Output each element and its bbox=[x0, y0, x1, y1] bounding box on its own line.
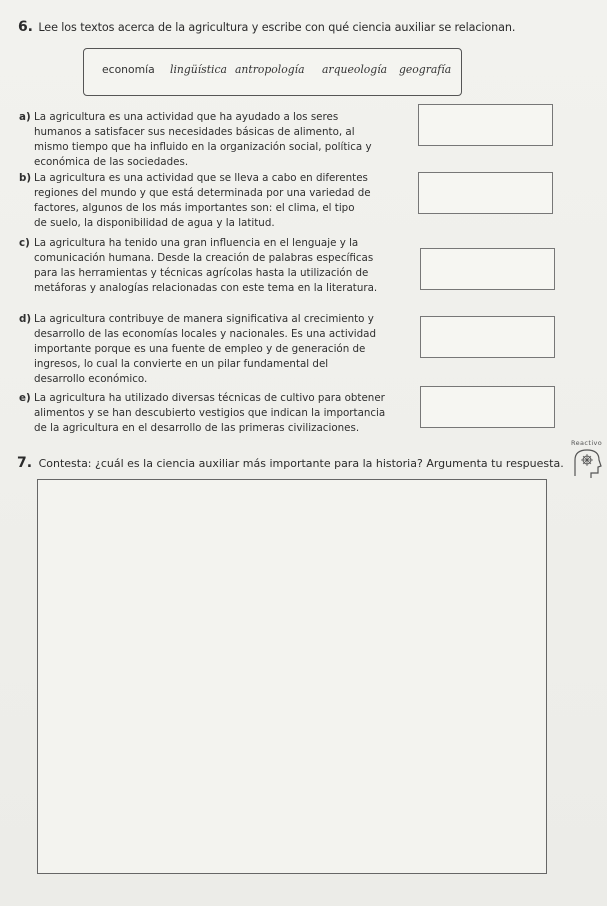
answer-box-e[interactable] bbox=[420, 386, 555, 428]
question-6-instruction: Lee los textos acerca de la agricultura y escribe con qué ciencia auxiliar se relacionan. bbox=[38, 21, 516, 34]
item-a-text bbox=[19, 110, 404, 170]
item-e-text bbox=[19, 391, 404, 436]
item-line: La agricultura ha tenido una gran influencia en el lenguaje y la bbox=[34, 237, 359, 249]
question-7-heading bbox=[17, 455, 564, 471]
question-6-number: 6. bbox=[18, 19, 33, 35]
item-line: importante porque es una fuente de empleo y de generación de bbox=[34, 343, 366, 355]
item-c-text bbox=[19, 236, 404, 296]
item-line: metáforas y analogías relacionadas con este tema en la literatura. bbox=[34, 282, 378, 294]
answer-box-d[interactable] bbox=[420, 316, 555, 358]
word-bank-item: arqueología bbox=[322, 63, 388, 76]
item-line: desarrollo económico. bbox=[34, 373, 148, 385]
item-line: de suelo, la disponibilidad de agua y la latitud. bbox=[34, 217, 275, 229]
question-6-heading bbox=[18, 19, 515, 35]
reactivo-head-icon bbox=[569, 446, 605, 482]
item-letter: b) bbox=[19, 172, 32, 184]
answer-box-b[interactable] bbox=[418, 172, 553, 214]
item-line: La agricultura es una actividad que ha ayudado a los seres bbox=[34, 111, 339, 123]
item-letter: a) bbox=[19, 111, 31, 123]
item-line: La agricultura es una actividad que se lleva a cabo en diferentes bbox=[34, 172, 368, 184]
item-line: comunicación humana. Desde la creación de palabras específicas bbox=[34, 252, 374, 264]
item-line: ingresos, lo cual la convierte en un pilar fundamental del bbox=[34, 358, 329, 370]
answer-box-a[interactable] bbox=[418, 104, 553, 146]
item-line: regiones del mundo y que está determinada por una variedad de bbox=[34, 187, 371, 199]
item-line: mismo tiempo que ha influido en la organización social, política y bbox=[34, 141, 372, 153]
item-line: factores, algunos de los más importantes son: el clima, el tipo bbox=[34, 202, 355, 214]
question-7-number: 7. bbox=[17, 455, 33, 471]
item-line: alimentos y se han descubierto vestigios que indican la importancia bbox=[34, 407, 386, 419]
item-letter: c) bbox=[19, 237, 30, 249]
item-line: de la agricultura en el desarrollo de las primeras civilizaciones. bbox=[34, 422, 360, 434]
item-line: para las herramientas y técnicas agrícolas hasta la utilización de bbox=[34, 267, 369, 279]
item-line: económica de las sociedades. bbox=[34, 156, 189, 168]
word-bank-item: antropología bbox=[235, 63, 305, 76]
item-d-text bbox=[19, 312, 404, 387]
item-line: humanos a satisfacer sus necesidades básicas de alimento, al bbox=[34, 126, 355, 138]
item-line: La agricultura contribuye de manera significativa al crecimiento y bbox=[34, 313, 374, 325]
answer-box-c[interactable] bbox=[420, 248, 555, 290]
item-line: desarrollo de las economías locales y nacionales. Es una actividad bbox=[34, 328, 377, 340]
word-bank-item: economía bbox=[102, 63, 155, 76]
word-bank-item: lingüística bbox=[170, 63, 227, 76]
item-letter: d) bbox=[19, 313, 32, 325]
word-bank-item: geografía bbox=[399, 63, 452, 76]
item-b-text bbox=[19, 171, 404, 231]
item-letter: e) bbox=[19, 392, 31, 404]
answer-box-question-7[interactable] bbox=[37, 479, 547, 874]
word-bank bbox=[83, 48, 462, 96]
emblem-label: Reactivo bbox=[571, 439, 603, 447]
item-line: La agricultura ha utilizado diversas técnicas de cultivo para obtener bbox=[34, 392, 385, 404]
question-7-instruction: Contesta: ¿cuál es la ciencia auxiliar más importante para la historia? Argumenta tu respuesta. bbox=[38, 457, 564, 470]
